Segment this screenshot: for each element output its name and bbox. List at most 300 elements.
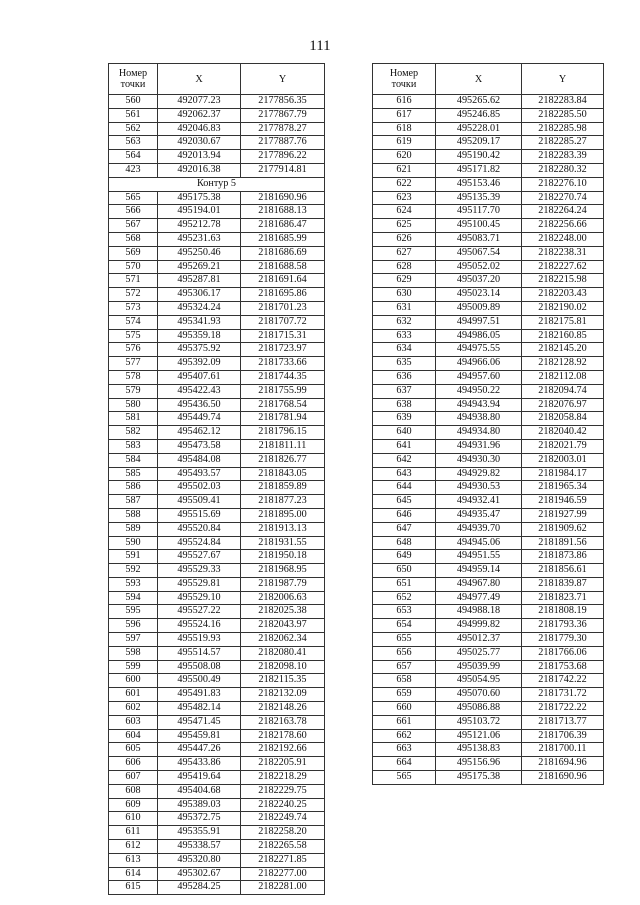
y-cell: 2182192.66 (241, 743, 325, 757)
point-number-cell: 614 (109, 867, 158, 881)
x-cell: 494988.18 (436, 605, 522, 619)
y-cell: 2181690.96 (522, 771, 604, 785)
x-cell: 495462.12 (158, 426, 241, 440)
page-number: 111 (309, 38, 331, 54)
point-number-cell: 664 (373, 757, 436, 771)
point-number-cell: 604 (109, 729, 158, 743)
table-row (373, 771, 604, 785)
table-row (373, 301, 604, 315)
x-cell: 495341.93 (158, 315, 241, 329)
point-number-cell: 580 (109, 398, 158, 412)
point-number-cell: 571 (109, 274, 158, 288)
y-cell: 2181723.97 (241, 343, 325, 357)
x-cell: 495302.67 (158, 867, 241, 881)
y-cell: 2182264.24 (522, 205, 604, 219)
point-number-cell: 600 (109, 674, 158, 688)
point-number-cell: 575 (109, 329, 158, 343)
table-row (373, 702, 604, 716)
point-number-cell: 564 (109, 150, 158, 164)
table-row (373, 384, 604, 398)
table-row (109, 853, 325, 867)
y-cell: 2181946.59 (522, 495, 604, 509)
table-row (109, 743, 325, 757)
table-row (109, 674, 325, 688)
table-row (373, 536, 604, 550)
table-row (109, 260, 325, 274)
table-row (109, 329, 325, 343)
x-cell: 495228.01 (436, 122, 522, 136)
y-cell: 2182098.10 (241, 660, 325, 674)
y-cell: 2182006.63 (241, 591, 325, 605)
table-row (109, 577, 325, 591)
x-cell: 495121.06 (436, 729, 522, 743)
table-row (373, 136, 604, 150)
x-cell: 495086.88 (436, 702, 522, 716)
point-number-cell: 654 (373, 619, 436, 633)
y-cell: 2181706.39 (522, 729, 604, 743)
x-cell: 494975.55 (436, 343, 522, 357)
x-cell: 495484.08 (158, 453, 241, 467)
x-cell: 495509.41 (158, 495, 241, 509)
y-cell: 2182277.00 (241, 867, 325, 881)
point-number-cell: 642 (373, 453, 436, 467)
point-number-cell: 618 (373, 122, 436, 136)
x-cell: 492062.37 (158, 108, 241, 122)
x-cell: 495037.20 (436, 274, 522, 288)
x-cell: 494938.80 (436, 412, 522, 426)
table-row (373, 439, 604, 453)
y-cell: 2182238.31 (522, 246, 604, 260)
table-row (373, 343, 604, 357)
point-number-cell: 648 (373, 536, 436, 550)
y-cell: 2182080.41 (241, 646, 325, 660)
y-cell: 2177896.22 (241, 150, 325, 164)
x-cell: 492016.38 (158, 163, 241, 177)
y-cell: 2182205.91 (241, 757, 325, 771)
y-cell: 2181700.11 (522, 743, 604, 757)
point-number-cell: 605 (109, 743, 158, 757)
x-cell: 495265.62 (436, 95, 522, 109)
y-cell: 2181984.17 (522, 467, 604, 481)
table-row (373, 274, 604, 288)
point-number-cell: 656 (373, 646, 436, 660)
table-row (109, 715, 325, 729)
header-point-number: Номер точки (109, 64, 158, 95)
x-cell: 495482.14 (158, 702, 241, 716)
x-cell: 495209.17 (436, 136, 522, 150)
y-cell: 2177887.76 (241, 136, 325, 150)
x-cell: 495372.75 (158, 812, 241, 826)
y-cell: 2182276.10 (522, 177, 604, 191)
point-number-cell: 617 (373, 108, 436, 122)
x-cell: 495422.43 (158, 384, 241, 398)
point-number-cell: 567 (109, 219, 158, 233)
x-cell: 495519.93 (158, 633, 241, 647)
point-number-cell: 568 (109, 232, 158, 246)
table-row (109, 840, 325, 854)
point-number-cell: 607 (109, 771, 158, 785)
y-cell: 2181733.66 (241, 357, 325, 371)
table-row (109, 508, 325, 522)
y-cell: 2181839.87 (522, 577, 604, 591)
y-cell: 2181686.47 (241, 219, 325, 233)
table-row (373, 108, 604, 122)
x-cell: 495407.61 (158, 370, 241, 384)
x-cell: 495194.01 (158, 205, 241, 219)
y-cell: 2181950.18 (241, 550, 325, 564)
table-row (373, 564, 604, 578)
x-cell: 495100.45 (436, 219, 522, 233)
y-cell: 2181856.61 (522, 564, 604, 578)
point-number-cell: 621 (373, 163, 436, 177)
y-cell: 2182283.84 (522, 95, 604, 109)
point-number-cell: 563 (109, 136, 158, 150)
header-x: X (158, 64, 241, 95)
table-row (373, 357, 604, 371)
y-cell: 2181909.62 (522, 522, 604, 536)
y-cell: 2182128.92 (522, 357, 604, 371)
y-cell: 2177856.35 (241, 95, 325, 109)
y-cell: 2182160.85 (522, 329, 604, 343)
y-cell: 2181731.72 (522, 688, 604, 702)
x-cell: 494935.47 (436, 508, 522, 522)
table-row (109, 274, 325, 288)
point-number-cell: 619 (373, 136, 436, 150)
table-row (109, 453, 325, 467)
x-cell: 495514.57 (158, 646, 241, 660)
x-cell: 495433.86 (158, 757, 241, 771)
y-cell: 2182258.20 (241, 826, 325, 840)
x-cell: 492013.94 (158, 150, 241, 164)
x-cell: 495493.57 (158, 467, 241, 481)
point-number-cell: 661 (373, 715, 436, 729)
x-cell: 495524.16 (158, 619, 241, 633)
table-row (373, 508, 604, 522)
table-row (373, 619, 604, 633)
point-number-cell: 581 (109, 412, 158, 426)
table-body-top (109, 95, 325, 178)
point-number-cell: 606 (109, 757, 158, 771)
table-row (109, 343, 325, 357)
table-row (373, 232, 604, 246)
point-number-cell: 657 (373, 660, 436, 674)
point-number-cell: 569 (109, 246, 158, 260)
table-row (373, 315, 604, 329)
y-cell: 2181796.15 (241, 426, 325, 440)
x-cell: 495103.72 (436, 715, 522, 729)
y-cell: 2181873.86 (522, 550, 604, 564)
table-row (109, 522, 325, 536)
y-cell: 2181690.96 (241, 191, 325, 205)
x-cell: 492046.83 (158, 122, 241, 136)
x-cell: 495338.57 (158, 840, 241, 854)
point-number-cell: 570 (109, 260, 158, 274)
table-row (373, 522, 604, 536)
x-cell: 495320.80 (158, 853, 241, 867)
x-cell: 492030.67 (158, 136, 241, 150)
point-number-cell: 647 (373, 522, 436, 536)
point-number-cell: 603 (109, 715, 158, 729)
point-number-cell: 592 (109, 564, 158, 578)
x-cell: 495250.46 (158, 246, 241, 260)
x-cell: 494929.82 (436, 467, 522, 481)
y-cell: 2181686.69 (241, 246, 325, 260)
x-cell: 495212.78 (158, 219, 241, 233)
y-cell: 2181811.11 (241, 439, 325, 453)
point-number-cell: 636 (373, 370, 436, 384)
point-number-cell: 637 (373, 384, 436, 398)
table-row (109, 495, 325, 509)
point-number-cell: 627 (373, 246, 436, 260)
x-cell: 494950.22 (436, 384, 522, 398)
y-cell: 2181826.77 (241, 453, 325, 467)
y-cell: 2181715.31 (241, 329, 325, 343)
point-number-cell: 650 (373, 564, 436, 578)
x-cell: 494943.94 (436, 398, 522, 412)
table-row (373, 246, 604, 260)
x-cell: 495524.84 (158, 536, 241, 550)
x-cell: 495246.85 (436, 108, 522, 122)
y-cell: 2181688.13 (241, 205, 325, 219)
table-row (109, 163, 325, 177)
y-cell: 2182115.35 (241, 674, 325, 688)
table-row (373, 329, 604, 343)
x-cell: 495359.18 (158, 329, 241, 343)
point-number-cell: 586 (109, 481, 158, 495)
point-number-cell: 653 (373, 605, 436, 619)
x-cell: 494930.53 (436, 481, 522, 495)
y-cell: 2182058.84 (522, 412, 604, 426)
table-row (109, 481, 325, 495)
table-row (373, 412, 604, 426)
coordinates-table-right (372, 63, 604, 785)
x-cell: 495138.83 (436, 743, 522, 757)
y-cell: 2182148.26 (241, 702, 325, 716)
point-number-cell: 625 (373, 219, 436, 233)
table-row (109, 136, 325, 150)
x-cell: 495520.84 (158, 522, 241, 536)
x-cell: 495392.09 (158, 357, 241, 371)
table-row (373, 163, 604, 177)
x-cell: 495436.50 (158, 398, 241, 412)
y-cell: 2182076.97 (522, 398, 604, 412)
y-cell: 2182218.29 (241, 771, 325, 785)
table-row (109, 426, 325, 440)
table-row (373, 370, 604, 384)
point-number-cell: 565 (109, 191, 158, 205)
table-row (373, 453, 604, 467)
x-cell: 495508.08 (158, 660, 241, 674)
y-cell: 2181688.58 (241, 260, 325, 274)
y-cell: 2182229.75 (241, 784, 325, 798)
point-number-cell: 598 (109, 646, 158, 660)
table-body (373, 95, 604, 785)
point-number-cell: 589 (109, 522, 158, 536)
y-cell: 2182178.60 (241, 729, 325, 743)
table-row (373, 729, 604, 743)
x-cell: 492077.23 (158, 95, 241, 109)
y-cell: 2181843.05 (241, 467, 325, 481)
table-row (109, 729, 325, 743)
table-row (373, 288, 604, 302)
table-row (109, 798, 325, 812)
x-cell: 495287.81 (158, 274, 241, 288)
point-number-cell: 629 (373, 274, 436, 288)
x-cell: 495500.49 (158, 674, 241, 688)
point-number-cell: 652 (373, 591, 436, 605)
x-cell: 495054.95 (436, 674, 522, 688)
x-cell: 495389.03 (158, 798, 241, 812)
x-cell: 494999.82 (436, 619, 522, 633)
table-row (373, 674, 604, 688)
point-number-cell: 658 (373, 674, 436, 688)
x-cell: 494939.70 (436, 522, 522, 536)
point-number-cell: 561 (109, 108, 158, 122)
header-point-number: Номер точки (373, 64, 436, 95)
y-cell: 2181965.34 (522, 481, 604, 495)
table-row (373, 646, 604, 660)
y-cell: 2182283.39 (522, 150, 604, 164)
y-cell: 2182285.27 (522, 136, 604, 150)
contour-label: Контур 5 (109, 177, 325, 191)
point-number-cell: 626 (373, 232, 436, 246)
table-row (373, 426, 604, 440)
point-number-cell: 613 (109, 853, 158, 867)
table-row (109, 881, 325, 895)
point-number-cell: 602 (109, 702, 158, 716)
table-row (373, 757, 604, 771)
point-number-cell: 632 (373, 315, 436, 329)
x-cell: 494945.06 (436, 536, 522, 550)
point-number-cell: 596 (109, 619, 158, 633)
table-row (373, 467, 604, 481)
y-cell: 2182281.00 (241, 881, 325, 895)
y-cell: 2181779.30 (522, 633, 604, 647)
table-row (373, 398, 604, 412)
table-row (373, 177, 604, 191)
x-cell: 495083.71 (436, 232, 522, 246)
x-cell: 494997.51 (436, 315, 522, 329)
x-cell: 495529.10 (158, 591, 241, 605)
point-number-cell: 655 (373, 633, 436, 647)
y-cell: 2182062.34 (241, 633, 325, 647)
table-row (109, 771, 325, 785)
x-cell: 495419.64 (158, 771, 241, 785)
point-number-cell: 565 (373, 771, 436, 785)
x-cell: 495231.63 (158, 232, 241, 246)
x-cell: 494931.96 (436, 439, 522, 453)
x-cell: 495473.58 (158, 439, 241, 453)
y-cell: 2181713.77 (522, 715, 604, 729)
x-cell: 495052.02 (436, 260, 522, 274)
x-cell: 495529.81 (158, 577, 241, 591)
point-number-cell: 611 (109, 826, 158, 840)
table-row (109, 301, 325, 315)
header-y: Y (241, 64, 325, 95)
point-number-cell: 597 (109, 633, 158, 647)
table-row (373, 591, 604, 605)
table-row (373, 715, 604, 729)
x-cell: 495502.03 (158, 481, 241, 495)
y-cell: 2182256.66 (522, 219, 604, 233)
table-row (109, 550, 325, 564)
table-row (109, 619, 325, 633)
x-cell: 495491.83 (158, 688, 241, 702)
table-row (373, 95, 604, 109)
table-row (373, 191, 604, 205)
coordinates-table-left (108, 63, 325, 895)
x-cell: 495156.96 (436, 757, 522, 771)
table-row (109, 439, 325, 453)
point-number-cell: 562 (109, 122, 158, 136)
point-number-cell: 608 (109, 784, 158, 798)
table-row (373, 688, 604, 702)
x-cell: 495171.82 (436, 163, 522, 177)
table-row (373, 550, 604, 564)
table-row (373, 219, 604, 233)
point-number-cell: 590 (109, 536, 158, 550)
point-number-cell: 633 (373, 329, 436, 343)
y-cell: 2181766.06 (522, 646, 604, 660)
table-row (373, 495, 604, 509)
table-row (109, 232, 325, 246)
table-row (109, 646, 325, 660)
y-cell: 2181744.35 (241, 370, 325, 384)
table-row (109, 812, 325, 826)
y-cell: 2182003.01 (522, 453, 604, 467)
y-cell: 2182248.00 (522, 232, 604, 246)
header-y: Y (522, 64, 604, 95)
y-cell: 2182215.98 (522, 274, 604, 288)
x-cell: 495447.26 (158, 743, 241, 757)
point-number-cell: 639 (373, 412, 436, 426)
table-row (109, 536, 325, 550)
x-cell: 494932.41 (436, 495, 522, 509)
y-cell: 2181742.22 (522, 674, 604, 688)
x-cell: 495025.77 (436, 646, 522, 660)
table-row (373, 633, 604, 647)
point-number-cell: 572 (109, 288, 158, 302)
table-row (373, 260, 604, 274)
point-number-cell: 599 (109, 660, 158, 674)
x-cell: 495404.68 (158, 784, 241, 798)
y-cell: 2181927.99 (522, 508, 604, 522)
table-row (109, 315, 325, 329)
x-cell: 495527.22 (158, 605, 241, 619)
y-cell: 2181808.19 (522, 605, 604, 619)
x-cell: 495515.69 (158, 508, 241, 522)
y-cell: 2182025.38 (241, 605, 325, 619)
table-row (373, 205, 604, 219)
y-cell: 2182280.32 (522, 163, 604, 177)
y-cell: 2181913.13 (241, 522, 325, 536)
point-number-cell: 649 (373, 550, 436, 564)
point-number-cell: 593 (109, 577, 158, 591)
table-row (109, 660, 325, 674)
y-cell: 2182145.20 (522, 343, 604, 357)
y-cell: 2181987.79 (241, 577, 325, 591)
x-cell: 495471.45 (158, 715, 241, 729)
point-number-cell: 577 (109, 357, 158, 371)
point-number-cell: 616 (373, 95, 436, 109)
table-row (109, 288, 325, 302)
y-cell: 2182203.43 (522, 288, 604, 302)
table-row (109, 191, 325, 205)
point-number-cell: 585 (109, 467, 158, 481)
header-row (109, 64, 325, 95)
x-cell: 495527.67 (158, 550, 241, 564)
point-number-cell: 620 (373, 150, 436, 164)
